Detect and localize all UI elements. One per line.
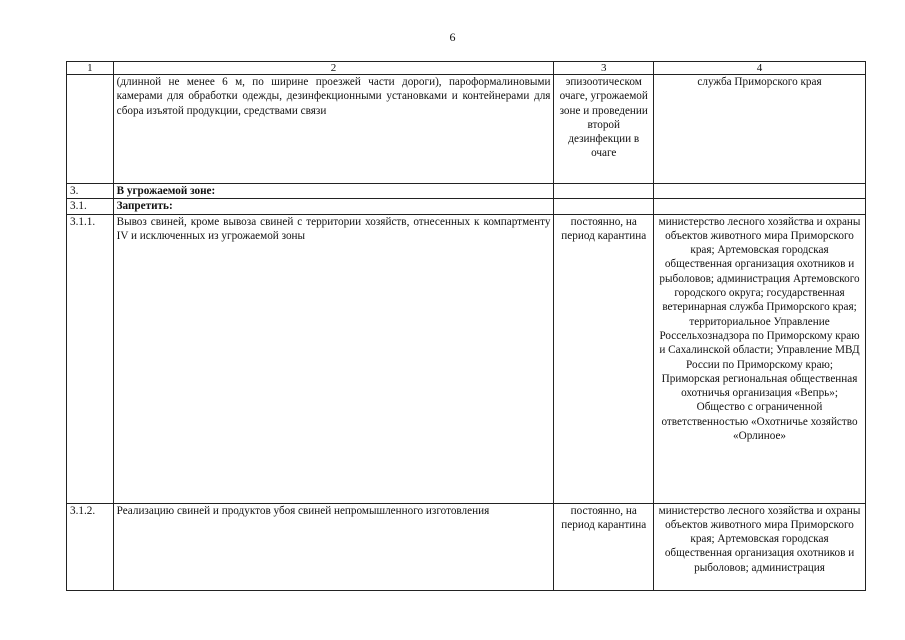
header-col-2: 2 <box>113 62 554 75</box>
row-term <box>554 199 654 214</box>
table-row <box>67 199 866 214</box>
row-number: 3. <box>67 184 114 199</box>
row-responsible <box>654 184 866 199</box>
row-measure-text: (длинной не менее 6 м, по ширине проезжей части дороги), пароформалиновыми камерами для обработки одежды, дезинфекционными установками и контейнерами для сбора изъятой продукции, средствами связи <box>113 75 554 184</box>
row-term: постоянно, на период карантина <box>554 503 654 590</box>
row-responsible <box>654 503 866 590</box>
table-row <box>67 503 866 590</box>
row-number <box>67 75 114 184</box>
row-responsible: министерство лесного хозяйства и охраны объектов животного мира Приморского края; Артемовская городская общественная организация охотников и рыболовов; администрация Артемовского городского округа; государственная ветеринарная служба Приморского края; территориальное Управление Россельхознадзора по Приморскому краю и Сахалинской области; Управление МВД России по Приморскому краю; Приморская региональная общественная охотничья организация «Вепрь»; Общество с ограниченной ответственностью «Охотничье хозяйство «Орлиное» <box>654 214 866 503</box>
header-col-1: 1 <box>67 62 114 75</box>
row-responsible-text: министерство лесного хозяйства и охраны объектов животного мира Приморского края; Артемовская городская общественная организация охотников и рыболовов; администрация <box>658 504 861 574</box>
header-col-4: 4 <box>654 62 866 75</box>
table-row <box>67 184 866 199</box>
measures-table <box>66 61 866 591</box>
row-measure-text: Вывоз свиней, кроме вывоза свиней с территории хозяйств, отнесенных к компартменту IV и исключенных из угрожаемой зоны <box>113 214 554 503</box>
row-number: 3.1.2. <box>67 503 114 590</box>
row-number: 3.1.1. <box>67 214 114 503</box>
row-term: эпизоотическом очаге, угрожаемой зоне и проведении второй дезинфекции в очаге <box>554 75 654 184</box>
header-col-3: 3 <box>554 62 654 75</box>
table-row <box>67 214 866 503</box>
row-measure-text: Реализацию свиней и продуктов убоя свиней непромышленного изготовления <box>113 503 554 590</box>
row-number: 3.1. <box>67 199 114 214</box>
row-responsible <box>654 199 866 214</box>
row-section-title: В угрожаемой зоне: <box>113 184 554 199</box>
table-header-row <box>67 62 866 75</box>
row-term: постоянно, на период карантина <box>554 214 654 503</box>
row-responsible: служба Приморского края <box>654 75 866 184</box>
page-number: 6 <box>449 30 456 44</box>
row-term <box>554 184 654 199</box>
table-row <box>67 75 866 184</box>
row-section-title: Запретить: <box>113 199 554 214</box>
